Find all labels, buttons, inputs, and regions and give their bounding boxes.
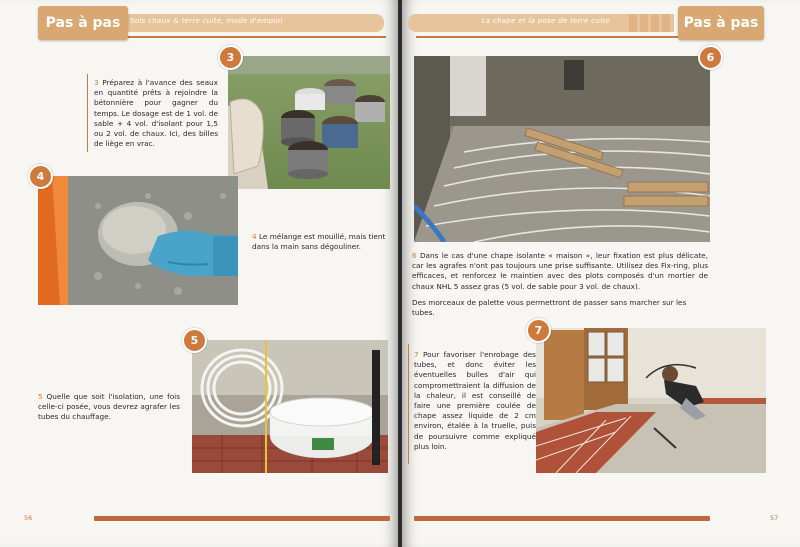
step3-text: Préparez à l'avance des seaux en quantité prêts à rejoindre la bétonnière pour gagner du temps. Le dosage est de 1 vol. de sable + 4 vol. d'isolant pour 1,5 ou 2 vol. de chaux. Ici, des billes de liège en vrac. (94, 78, 218, 149)
step7-badge: 7 (526, 318, 551, 343)
right-section-tab: Pas à pas (678, 6, 764, 40)
step5-number: 5 (38, 392, 43, 401)
left-footer-bar (94, 516, 390, 521)
mixture-illustration (38, 176, 238, 305)
left-page (0, 0, 398, 547)
step6-badge: 6 (698, 45, 723, 70)
photo-buckets (228, 56, 390, 189)
right-header-band (408, 14, 674, 32)
photo-floor-tubes (414, 56, 710, 242)
left-page-number: 56 (24, 514, 33, 522)
right-header-blocks (629, 14, 670, 32)
tubes-illustration (192, 340, 388, 473)
buckets-illustration (228, 56, 390, 189)
step3-number: 3 (94, 78, 99, 87)
step7-text-block (414, 350, 536, 452)
photo-mixture (38, 176, 238, 305)
step3-text-block (94, 78, 218, 149)
step5-text-block (38, 392, 180, 423)
step6-number: 6 (412, 251, 417, 260)
right-page-number: 57 (770, 514, 779, 522)
step4-text-block (252, 232, 392, 252)
step3-rule (87, 74, 88, 152)
right-footer-bar (414, 516, 710, 521)
left-section-tab: Pas à pas (38, 6, 128, 40)
step4-number: 4 (252, 232, 257, 241)
step7-rule (408, 344, 409, 464)
step7-text: Pour favoriser l'enrobage des tubes, et donc éviter les éventuelles bulles d'air qui compromettraient la diffusion de la chaleur, il est conseillé de faire une première coulée de chape assez liquide de 2 cm environ, étalée à la truelle, puis de poursuivre comme expliqué plus loin. (414, 350, 536, 451)
right-header-title: La chape et la pose de terre cuite (481, 17, 610, 25)
step6-extra-text: Des morceaux de palette vous permettront de passer sans marcher sur les tubes. (412, 298, 687, 318)
left-header-band (124, 14, 384, 32)
left-header-title: Sols chaux & terre cuite, mode d'emploi (130, 17, 283, 25)
floor-tubes-illustration (414, 56, 710, 242)
step4-badge: 4 (28, 164, 53, 189)
photo-tubes (192, 340, 388, 473)
step5-badge: 5 (182, 328, 207, 353)
step7-number: 7 (414, 350, 419, 359)
step5-text: Quelle que soit l'isolation, une fois celle-ci posée, vous devrez agrafer les tubes du chauffage. (38, 392, 180, 422)
step6-text-block (412, 251, 708, 292)
photo-worker (536, 328, 766, 473)
left-header-rule (126, 36, 386, 38)
right-header-rule (416, 36, 680, 38)
step3-badge: 3 (218, 45, 243, 70)
right-page (402, 0, 800, 547)
worker-illustration (536, 328, 766, 473)
step4-text: Le mélange est mouillé, mais tient dans la main sans dégouliner. (252, 232, 386, 252)
step6-text: Dans le cas d'une chape isolante « maison », leur fixation est plus délicate, car les agrafes n'ont pas toujours une prise suffisante. Utilisez des Fix-ring, plus efficaces, et renforcez le maintien avec des plots composés d'un mortier de chaux NHL 5 assez gras (5 vol. de sable pour 3 vol. de chaux). (412, 251, 708, 291)
